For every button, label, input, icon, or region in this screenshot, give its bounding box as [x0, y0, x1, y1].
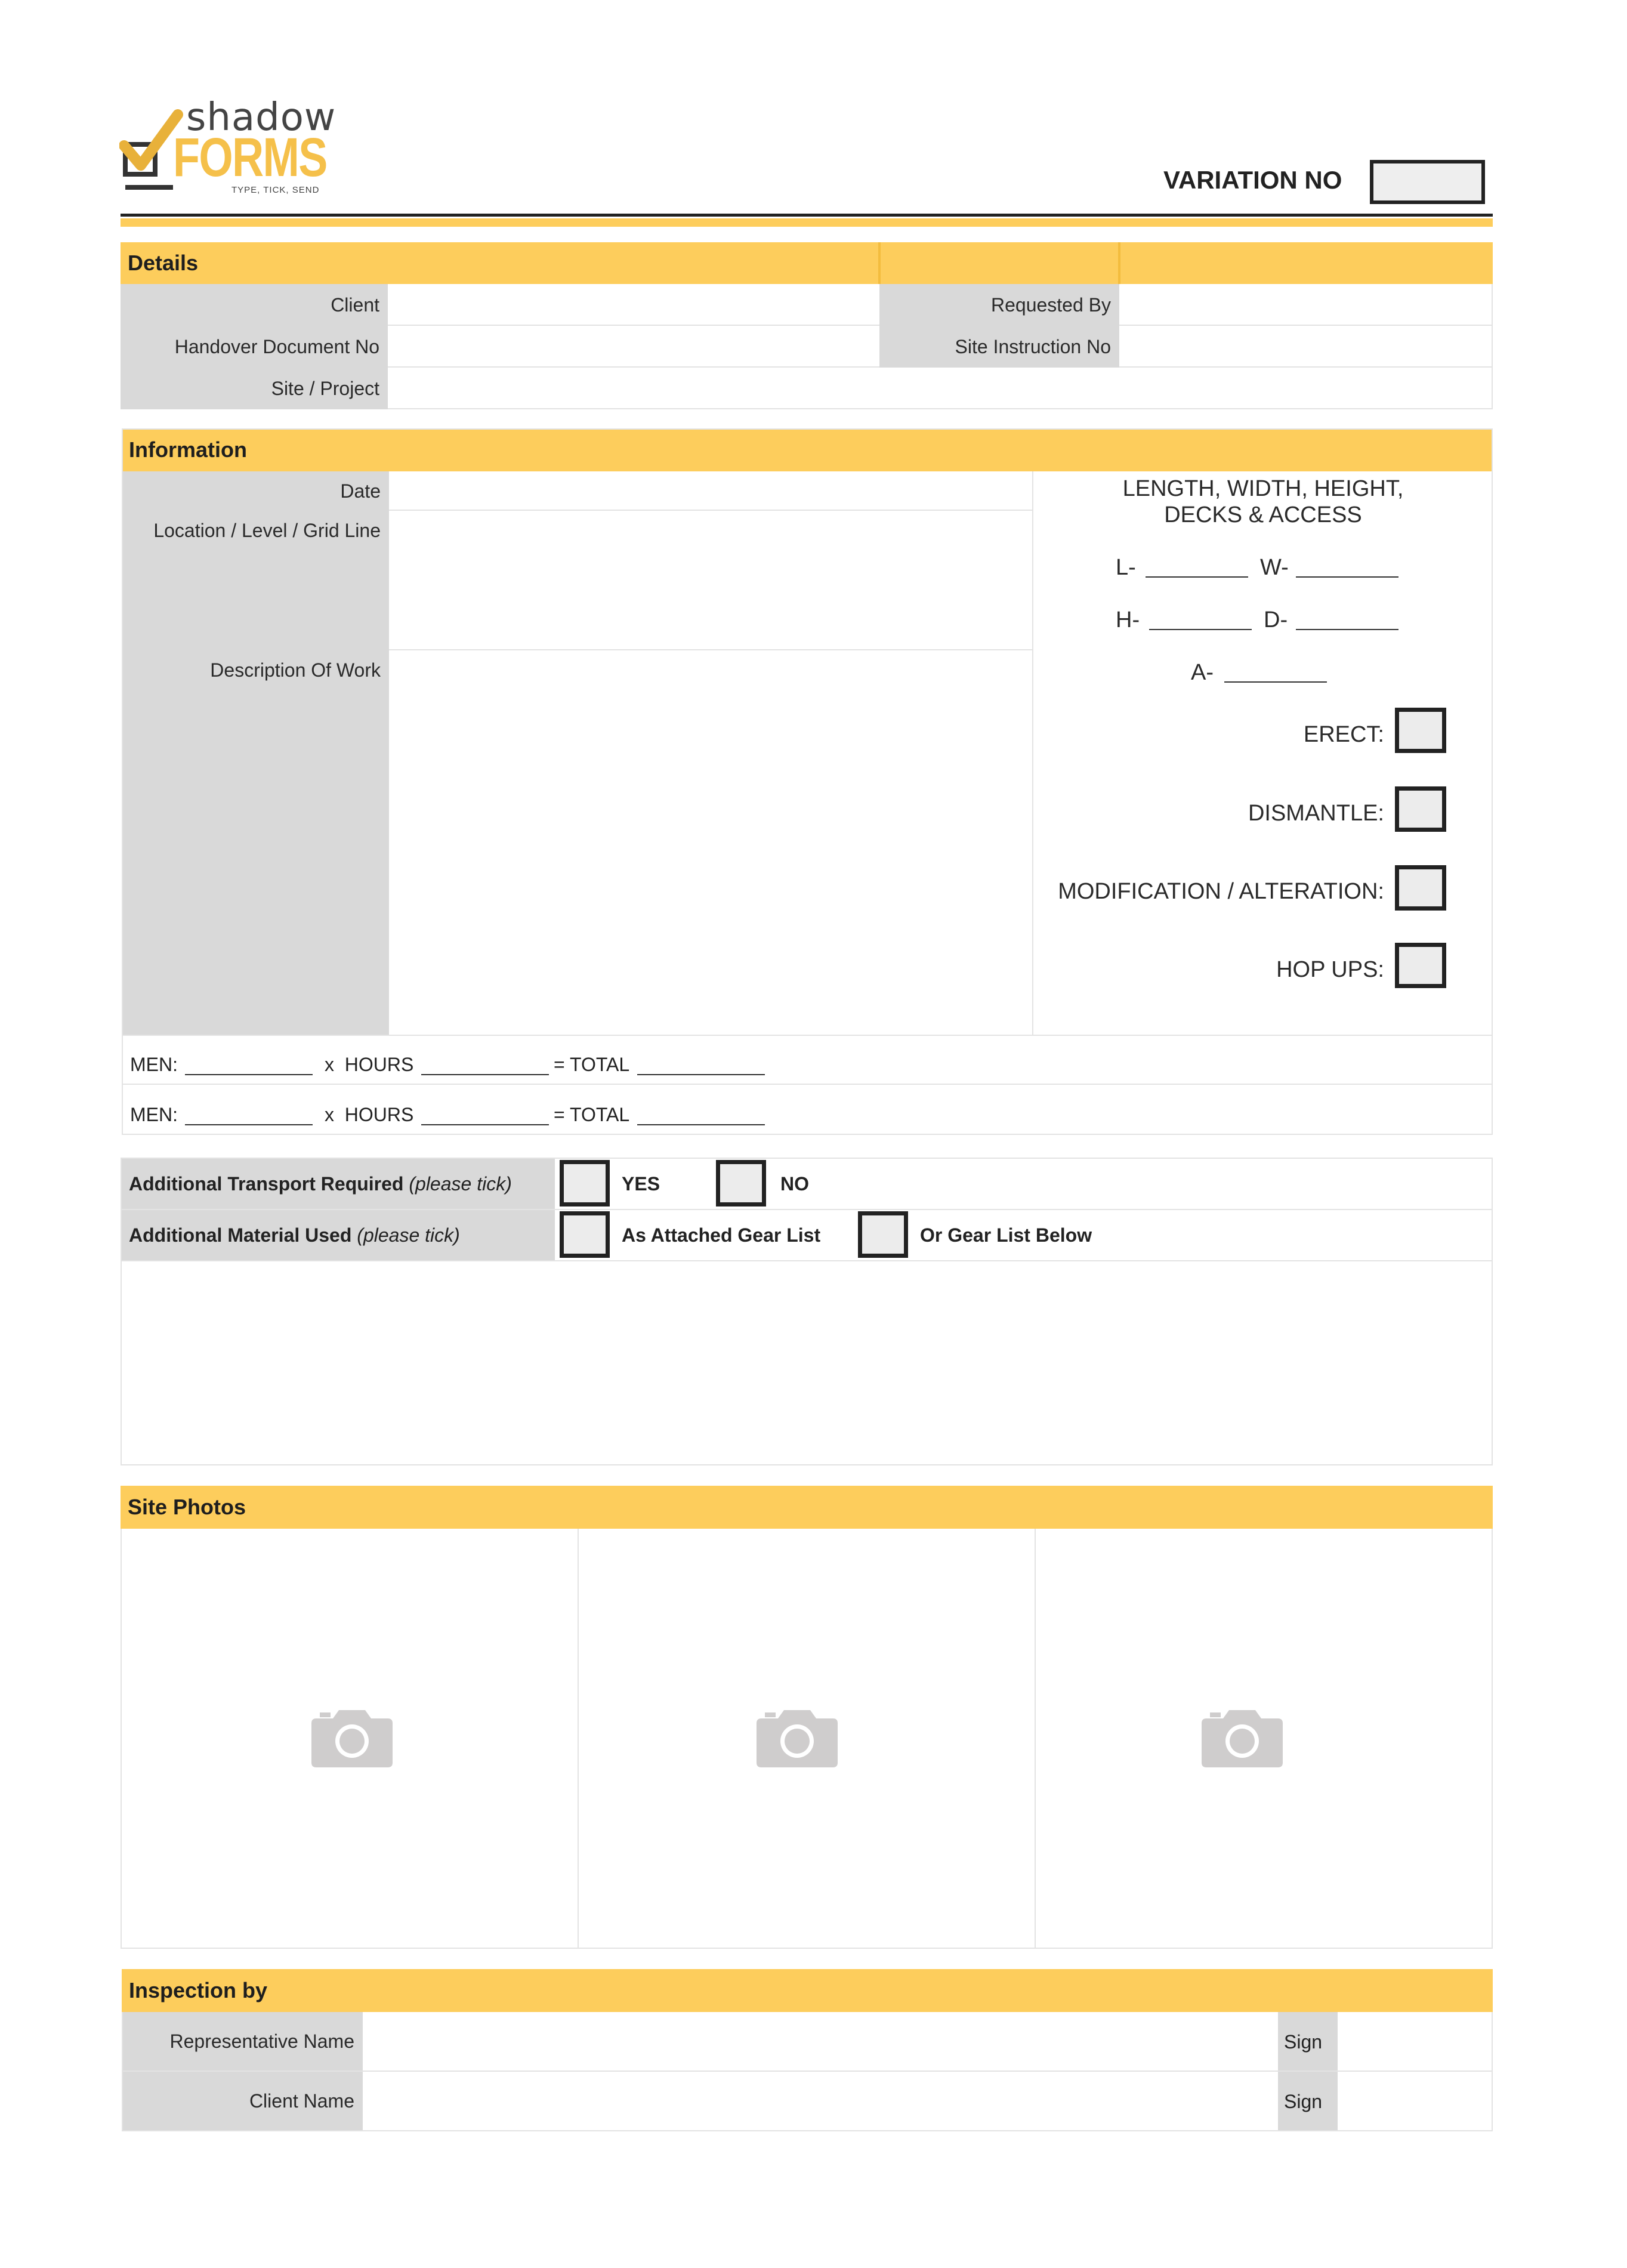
camera-icon: [311, 1705, 393, 1767]
access-field[interactable]: [1224, 681, 1327, 683]
men-row-2-hours-field[interactable]: [421, 1124, 549, 1125]
modification-checkbox[interactable]: [1395, 865, 1446, 911]
header-accent-bar: [121, 218, 1493, 227]
material-label: [129, 1224, 460, 1246]
men-row-2-total-field[interactable]: [637, 1124, 765, 1125]
men-row-2-men-field[interactable]: [185, 1124, 313, 1125]
information-title: Information: [122, 428, 1493, 471]
men-row-2-hours-label: x HOURS: [325, 1104, 414, 1125]
site-photos-title: Site Photos: [121, 1486, 1493, 1529]
transport-label: [129, 1173, 512, 1195]
transport-label-bold: Additional Transport Required: [129, 1173, 404, 1195]
gear-list-field[interactable]: [122, 1261, 1492, 1464]
transport-yes-label: YES: [622, 1173, 660, 1195]
client-name-field[interactable]: [363, 2072, 1278, 2130]
requested-by-field[interactable]: [1119, 284, 1493, 326]
transport-label-italic: (please tick): [409, 1173, 512, 1195]
details-header-divider: [1118, 242, 1120, 284]
hop-ups-checkbox[interactable]: [1395, 943, 1446, 988]
logo-underline: [125, 185, 173, 190]
client-sign-field[interactable]: [1338, 2072, 1492, 2130]
site-instruction-label: Site Instruction No: [955, 335, 1111, 357]
length-label: L-: [1116, 555, 1136, 580]
attached-gear-checkbox[interactable]: [560, 1211, 610, 1258]
client-name-label: Client Name: [249, 2090, 354, 2112]
representative-sign-label: Sign: [1284, 2031, 1323, 2053]
decks-label: D-: [1264, 607, 1288, 632]
date-field[interactable]: [389, 471, 1033, 511]
photo-slot-1[interactable]: [122, 1529, 578, 1948]
logo-forms-text: FORMS: [173, 127, 327, 188]
variation-no-field[interactable]: [1370, 160, 1485, 204]
site-project-field[interactable]: [388, 368, 1493, 409]
representative-name-field[interactable]: [363, 2012, 1278, 2070]
location-label: Location / Level / Grid Line: [153, 519, 381, 541]
dismantle-label: DISMANTLE:: [1248, 801, 1384, 826]
men-row-1-total-label: = TOTAL: [554, 1054, 630, 1075]
transport-yes-checkbox[interactable]: [560, 1160, 610, 1206]
handover-document-field[interactable]: [388, 326, 879, 368]
client-label: Client: [331, 294, 379, 316]
inspection-title: Inspection by: [122, 1969, 1493, 2012]
site-project-label: Site / Project: [271, 377, 379, 399]
men-row-1-hours-label: x HOURS: [325, 1054, 414, 1075]
client-field[interactable]: [388, 284, 879, 326]
material-label-italic: (please tick): [357, 1224, 460, 1246]
information-label-column: [123, 471, 389, 1035]
camera-icon: [757, 1705, 838, 1767]
height-label: H-: [1116, 607, 1140, 632]
information-column-divider: [1032, 471, 1033, 1035]
dims-title-line1: LENGTH, WIDTH, HEIGHT,: [1122, 476, 1404, 501]
erect-checkbox[interactable]: [1395, 708, 1446, 753]
handover-document-label: Handover Document No: [174, 335, 379, 357]
width-field[interactable]: [1296, 576, 1398, 578]
location-field[interactable]: [389, 511, 1033, 650]
gear-list-below-label: Or Gear List Below: [920, 1224, 1092, 1246]
erect-label: ERECT:: [1303, 722, 1384, 747]
modification-label: MODIFICATION / ALTERATION:: [1058, 879, 1384, 904]
gear-list-below-checkbox[interactable]: [858, 1211, 908, 1258]
width-label: W-: [1260, 555, 1289, 580]
client-sign-label: Sign: [1284, 2091, 1323, 2112]
logo-shadow-text: shadow: [186, 95, 336, 140]
details-header-divider: [878, 242, 881, 284]
length-field[interactable]: [1146, 576, 1248, 578]
men-row-1-hours-field[interactable]: [421, 1074, 549, 1075]
attached-gear-label: As Attached Gear List: [622, 1224, 821, 1246]
photo-slot-2[interactable]: [579, 1529, 1035, 1948]
men-row-1-men-field[interactable]: [185, 1074, 313, 1075]
header-rule: [121, 214, 1493, 217]
representative-sign-field[interactable]: [1338, 2012, 1492, 2070]
hop-ups-label: HOP UPS:: [1276, 957, 1384, 982]
height-field[interactable]: [1149, 629, 1252, 630]
logo-tagline: TYPE, TICK, SEND: [231, 185, 320, 195]
men-row-1-total-field[interactable]: [637, 1074, 765, 1075]
camera-icon: [1202, 1705, 1283, 1767]
men-row-2-men-label: MEN:: [130, 1104, 178, 1125]
details-title: Details: [128, 251, 199, 275]
transport-no-checkbox[interactable]: [716, 1160, 766, 1206]
material-label-bold: Additional Material Used: [129, 1224, 352, 1246]
men-row-1-men-label: MEN:: [130, 1054, 178, 1075]
additional-row-divider: [122, 1209, 1492, 1210]
photo-slot-3[interactable]: [1036, 1529, 1492, 1948]
date-label: Date: [340, 480, 381, 502]
description-label: Description Of Work: [210, 659, 381, 681]
dismantle-checkbox[interactable]: [1395, 786, 1446, 832]
representative-name-label: Representative Name: [169, 2030, 354, 2052]
men-row-2-total-label: = TOTAL: [554, 1104, 630, 1125]
decks-field[interactable]: [1296, 629, 1398, 630]
access-label: A-: [1191, 660, 1214, 685]
transport-no-label: NO: [780, 1173, 809, 1195]
dims-title-line2: DECKS & ACCESS: [1164, 502, 1362, 527]
logo: [119, 95, 334, 203]
variation-no-label: VARIATION NO: [1163, 166, 1342, 194]
requested-by-label: Requested By: [990, 294, 1111, 316]
site-instruction-field[interactable]: [1119, 326, 1493, 368]
description-field[interactable]: [389, 650, 1033, 1035]
